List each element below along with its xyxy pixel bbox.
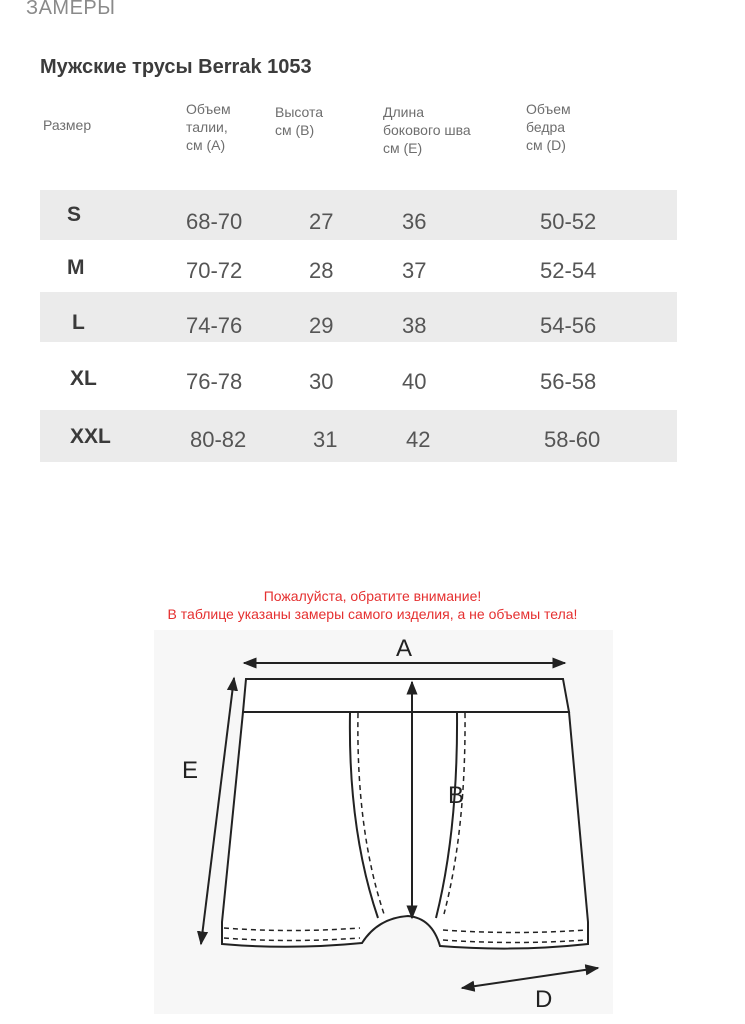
waist-xl: 76-78 (186, 369, 243, 394)
height-xxl: 31 (313, 427, 338, 452)
waist-s: 68-70 (186, 209, 243, 234)
size-m: M (67, 256, 85, 279)
header-hip: Объем бедра см (D) (526, 101, 571, 153)
header-height: Высота см (В) (275, 104, 324, 138)
height-xl: 30 (309, 369, 334, 394)
waist-xxl: 80-82 (190, 427, 247, 452)
header-side-seam: Длина бокового шва см (Е) (383, 104, 471, 156)
waist-m: 70-72 (186, 258, 243, 283)
height-m: 28 (309, 258, 334, 283)
side-s: 36 (402, 209, 427, 234)
notice-line-2: В таблице указаны замеры самого изделия, а не объемы тела! (167, 606, 578, 622)
arrow-d (462, 968, 598, 988)
size-l: L (72, 311, 85, 334)
briefs-outline (222, 712, 588, 949)
waist-l: 74-76 (186, 313, 243, 338)
size-xl: XL (70, 367, 97, 390)
label-e: E (182, 757, 199, 784)
hip-xxl: 58-60 (544, 427, 601, 452)
header-waist: Объем талии, см (А) (186, 101, 231, 153)
size-xxl: XXL (70, 425, 111, 448)
hip-m: 52-54 (540, 258, 597, 283)
hip-l: 54-56 (540, 313, 597, 338)
label-b: B (448, 782, 465, 809)
size-s: S (67, 203, 82, 226)
notice-line-1: Пожалуйста, обратите внимание! (263, 588, 482, 604)
section-label: ЗАМЕРЫ (26, 0, 116, 19)
hip-s: 50-52 (540, 209, 597, 234)
side-xxl: 42 (406, 427, 431, 452)
hip-xl: 56-58 (540, 369, 597, 394)
height-s: 27 (309, 209, 334, 234)
height-l: 29 (309, 313, 334, 338)
side-m: 37 (402, 258, 427, 283)
waistband-outline (243, 679, 569, 712)
side-l: 38 (402, 313, 427, 338)
label-d: D (535, 986, 553, 1013)
product-title: Мужские трусы Berrak 1053 (40, 56, 312, 78)
header-size: Размер (43, 117, 92, 133)
label-a: A (396, 635, 413, 662)
side-xl: 40 (402, 369, 427, 394)
